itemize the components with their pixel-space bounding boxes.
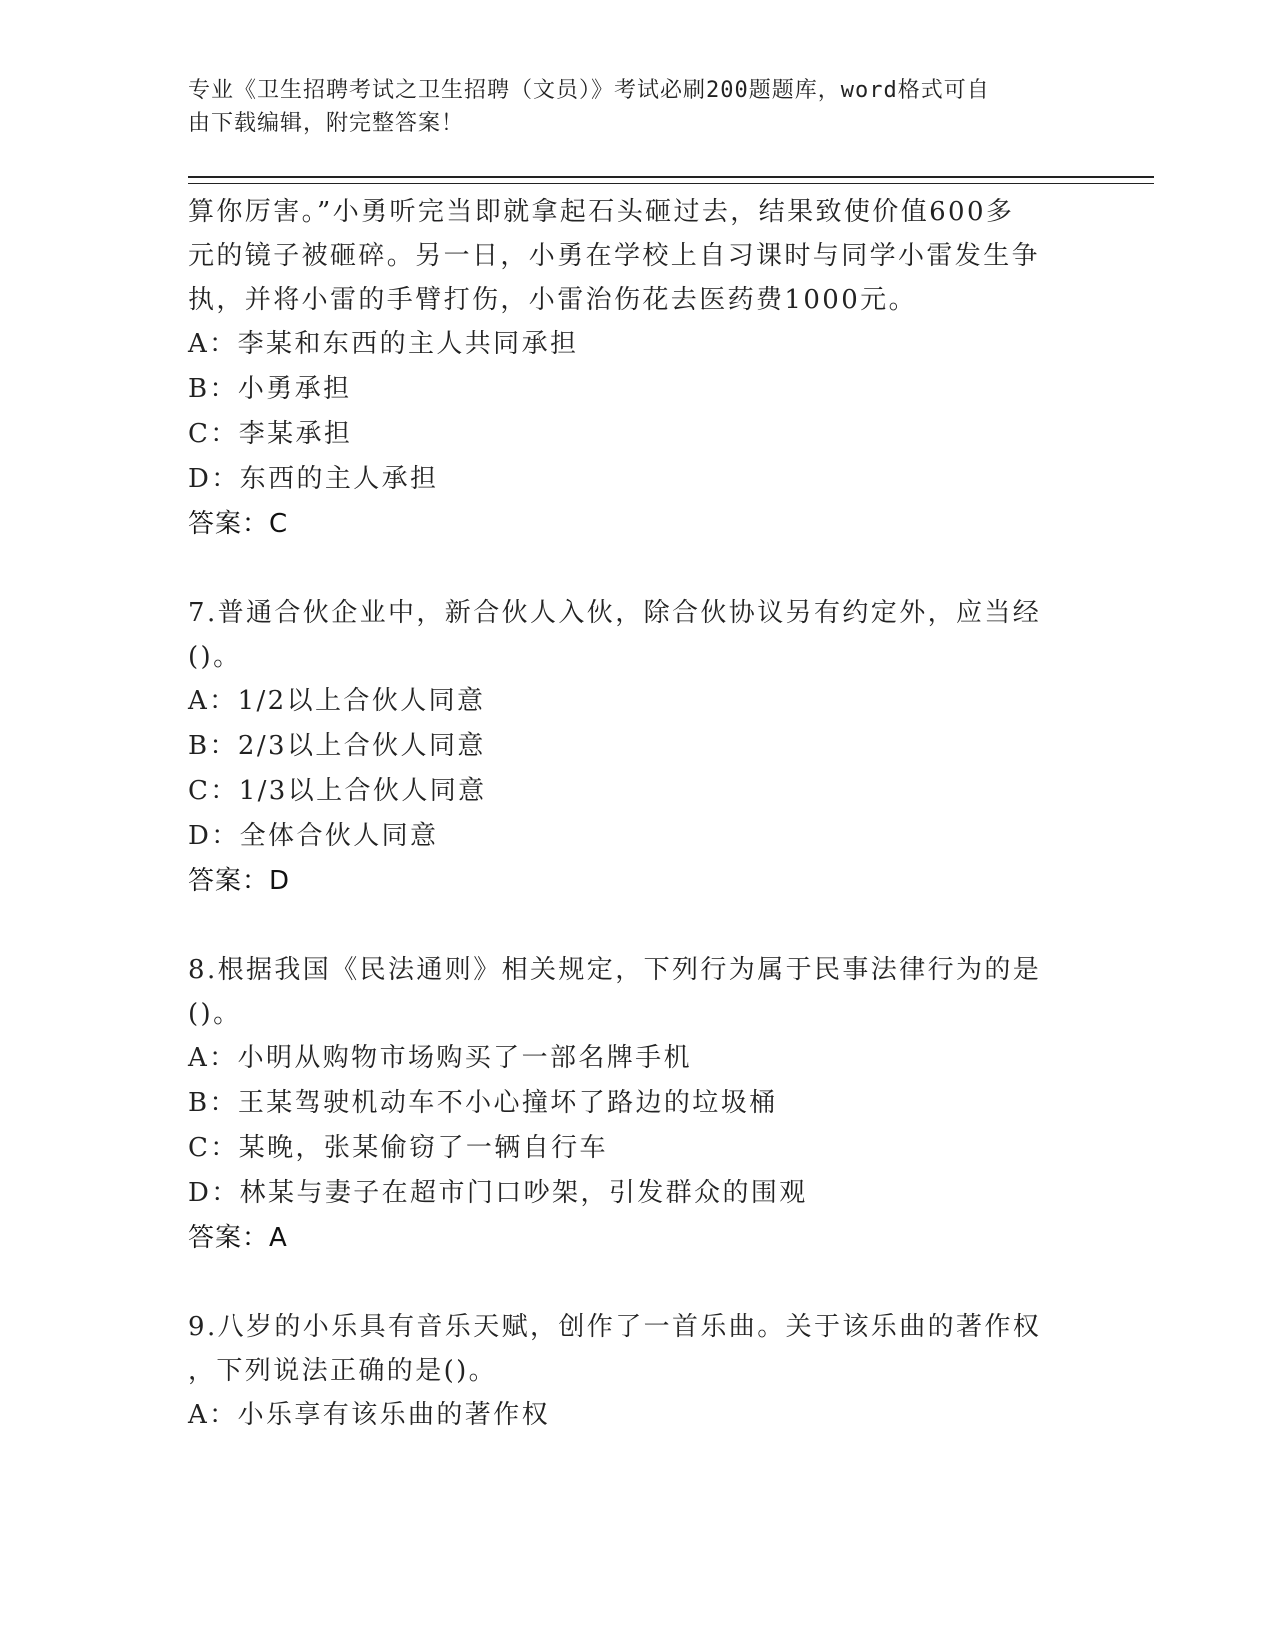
question-text-line: 元的镜子被砸碎。另一日，小勇在学校上自习课时与同学小雷发生争	[188, 241, 1041, 271]
header-divider-thin	[188, 183, 1154, 184]
option-b: B：2/3以上合伙人同意	[188, 731, 486, 761]
spacer	[188, 1261, 1068, 1305]
question-stem-line: 9.八岁的小乐具有音乐天赋，创作了一首乐曲。关于该乐曲的著作权	[188, 1312, 1042, 1342]
question-stem-line: ，下列说法正确的是()。	[188, 1356, 498, 1386]
question-7	[188, 591, 1068, 904]
option-c: C：李某承担	[188, 419, 353, 449]
option-c: C：某晚，张某偷窃了一辆自行车	[188, 1133, 608, 1163]
document-header	[188, 74, 1068, 140]
answer-line: 答案：A	[188, 1223, 288, 1253]
question-text-line: 算你厉害。”小勇听完当即就拿起石头砸过去，结果致使价值600多	[188, 197, 1015, 227]
answer-line: 答案：C	[188, 509, 289, 539]
spacer	[188, 547, 1068, 591]
header-title-line-1: 专业《卫生招聘考试之卫生招聘（文员）》考试必刷200题题库，word格式可自	[188, 78, 990, 103]
option-b: B：王某驾驶机动车不小心撞坏了路边的垃圾桶	[188, 1088, 778, 1118]
option-a: A：小乐享有该乐曲的著作权	[188, 1400, 550, 1430]
option-a: A：小明从购物市场购买了一部名牌手机	[188, 1043, 692, 1073]
option-b: B：小勇承担	[188, 374, 352, 404]
question-stem-line: ()。	[188, 642, 242, 672]
header-divider-thick	[188, 176, 1154, 178]
option-a: A：1/2以上合伙人同意	[188, 686, 486, 716]
option-c: C：1/3以上合伙人同意	[188, 776, 487, 806]
question-8	[188, 948, 1068, 1261]
question-stem-line: 7.普通合伙企业中，新合伙人入伙，除合伙协议另有约定外，应当经	[188, 598, 1042, 628]
document-body	[188, 190, 1068, 1438]
spacer	[188, 904, 1068, 948]
header-title-line-2: 由下载编辑，附完整答案！	[188, 111, 465, 136]
answer-line: 答案：D	[188, 866, 291, 896]
question-6-continuation	[188, 190, 1068, 547]
question-stem-line: ()。	[188, 999, 242, 1029]
option-d: D：林某与妻子在超市门口吵架，引发群众的围观	[188, 1178, 808, 1208]
option-d: D：全体合伙人同意	[188, 821, 439, 851]
question-9	[188, 1305, 1068, 1438]
question-stem-line: 8.根据我国《民法通则》相关规定，下列行为属于民事法律行为的是	[188, 955, 1042, 985]
question-text-line: 执，并将小雷的手臂打伤，小雷治伤花去医药费1000元。	[188, 285, 917, 315]
option-d: D：东西的主人承担	[188, 464, 439, 494]
option-a: A：李某和东西的主人共同承担	[188, 329, 579, 359]
